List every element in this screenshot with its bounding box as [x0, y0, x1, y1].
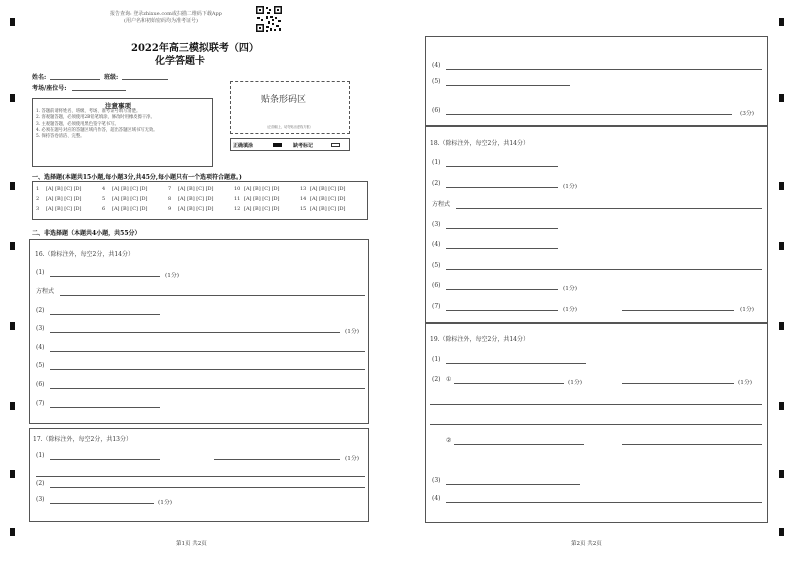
name-input[interactable]: [50, 79, 100, 80]
absent-mark-box[interactable]: [331, 143, 340, 147]
fill-example-label: 正确填涂: [233, 143, 254, 149]
q16-4-answer[interactable]: [50, 351, 365, 352]
registration-mark: [779, 18, 784, 26]
choice-question-number: 8: [168, 196, 172, 202]
registration-mark: [10, 242, 15, 250]
q18-equation-answer[interactable]: [456, 208, 762, 209]
q17-header: 17.（除标注外，每空2分，共13分）: [33, 436, 132, 443]
q17-1-answer-a[interactable]: [50, 459, 160, 460]
q19-2-points-a: (1分): [568, 380, 583, 386]
class-input[interactable]: [122, 79, 168, 80]
choice-question[interactable]: [300, 206, 366, 216]
q19-1-label: (1): [432, 356, 441, 363]
fill-example-mark: [273, 143, 282, 147]
room-seat-input[interactable]: [72, 90, 126, 91]
q16-1-answer[interactable]: [50, 276, 160, 277]
q17-3-answer[interactable]: [50, 503, 154, 504]
choice-options[interactable]: [A] [B] [C] [D]: [178, 186, 214, 192]
choice-question[interactable]: [234, 196, 300, 206]
q19-2-sub1-answer[interactable]: [454, 383, 564, 384]
q18-6-label: (6): [432, 282, 441, 289]
registration-mark: [779, 242, 784, 250]
registration-mark: [779, 322, 784, 330]
q18-answer-box: [425, 126, 768, 323]
q17-4-answer[interactable]: [446, 69, 762, 70]
choice-question-number: 12: [234, 206, 241, 212]
notice-item: 2. 客观题答题，必须使用2B铅笔填涂，修改时用橡皮擦干净。: [36, 115, 155, 121]
choice-question-number: 13: [300, 186, 307, 192]
q17-4-label: (4): [432, 62, 441, 69]
q17-continued-box: [425, 36, 768, 126]
notice-item: 4. 必须在题号对应的答题区域内作答，超出答题区域书写无效。: [36, 127, 158, 133]
choice-question-number: 6: [102, 206, 106, 212]
q18-7-label: (7): [432, 303, 441, 310]
choice-options[interactable]: [A] [B] [C] [D]: [244, 186, 280, 192]
q19-4-label: (4): [432, 495, 441, 502]
card-title: 化学答题卡: [155, 56, 205, 67]
notice-item: 1. 答题前请将姓名、班级、考场、准考证号填写清楚。: [36, 109, 141, 114]
q16-6-answer[interactable]: [50, 388, 365, 389]
q18-1-label: (1): [432, 159, 441, 166]
q16-3-points: (1分): [345, 329, 360, 335]
choice-options[interactable]: [A] [B] [C] [D]: [112, 196, 148, 202]
q18-4-label: (4): [432, 241, 441, 248]
registration-mark: [10, 402, 15, 410]
choice-options[interactable]: [A] [B] [C] [D]: [310, 206, 346, 212]
choice-question-number: 7: [168, 186, 172, 192]
q16-1-points: (1分): [165, 273, 180, 279]
room-seat-label: 考场/座位号:: [32, 85, 67, 92]
q16-2-answer[interactable]: [50, 314, 160, 315]
notice-title: 注意事项: [105, 102, 131, 110]
q18-2-answer[interactable]: [446, 187, 558, 188]
q18-7-points-a: (1分): [563, 307, 578, 313]
q17-5-label: (5): [432, 78, 441, 85]
registration-mark: [10, 528, 15, 536]
q16-2-label: (2): [36, 307, 45, 314]
registration-mark: [10, 94, 15, 102]
notice-item: 3. 主观题答题，必须使用黑色签字笔书写。: [36, 121, 119, 127]
q16-header: 16.（除标注外，每空2分，共14分）: [35, 251, 134, 258]
registration-mark: [10, 322, 15, 330]
q18-3-answer[interactable]: [446, 228, 558, 229]
fill-marks-box: [230, 138, 350, 151]
q18-2-label: (2): [432, 180, 441, 187]
registration-mark: [779, 470, 784, 478]
choice-question[interactable]: [102, 206, 168, 216]
q18-equation-label: 方程式: [432, 201, 451, 208]
choice-question-number: 4: [102, 186, 106, 192]
section2-title: 二、非选择题（本题共4小题，共55分）: [32, 230, 141, 237]
q16-7-label: (7): [36, 400, 45, 407]
choice-row: [36, 186, 366, 196]
qr-code-icon[interactable]: [256, 6, 282, 32]
notice-box: [32, 98, 213, 167]
q18-2-points: (1分): [563, 184, 578, 190]
registration-mark: [779, 182, 784, 190]
barcode-label: 贴条形码区: [261, 95, 307, 105]
q16-equation-label: 方程式: [36, 288, 55, 295]
choice-question[interactable]: [168, 196, 234, 206]
registration-mark: [779, 94, 784, 102]
choice-options[interactable]: [A] [B] [C] [D]: [46, 206, 82, 212]
choice-options[interactable]: [A] [B] [C] [D]: [244, 206, 280, 212]
registration-mark: [10, 182, 15, 190]
choice-question[interactable]: [102, 186, 168, 196]
report-notice-1: 报告查询: 登录zhixue.com或扫描二维码下载App: [110, 11, 222, 17]
barcode-area: [230, 81, 350, 134]
registration-mark: [779, 528, 784, 536]
choice-question-number: 11: [234, 196, 241, 202]
report-notice-2: (用户名和初始密码均为准考证号): [124, 18, 198, 24]
notice-item: 5. 保持答卷清洁、完整。: [36, 134, 85, 140]
q19-1-answer[interactable]: [446, 363, 586, 364]
absent-mark-label: 缺考标记: [293, 143, 314, 149]
choice-options[interactable]: [A] [B] [C] [D]: [178, 196, 214, 202]
q18-6-points: (1分): [563, 286, 578, 292]
q18-7-points-b: (1分): [740, 307, 755, 313]
page-1-footer: 第1页 共2页: [176, 541, 207, 547]
q16-4-label: (4): [36, 344, 45, 351]
q17-3-points: (1分): [158, 500, 173, 506]
page-2-footer: 第2页 共2页: [571, 541, 602, 547]
q17-2-label: (2): [36, 480, 45, 487]
exam-title: 2022年高三模拟联考（四）: [131, 43, 259, 54]
q16-equation-answer[interactable]: [60, 295, 365, 296]
choice-row: [36, 196, 366, 206]
q19-blank-line-2[interactable]: [430, 424, 762, 425]
name-label: 姓名:: [32, 74, 47, 81]
q18-4-answer[interactable]: [446, 248, 558, 249]
choice-question-number: 2: [36, 196, 40, 202]
choice-options[interactable]: [A] [B] [C] [D]: [178, 206, 214, 212]
choice-question-number: 15: [300, 206, 307, 212]
q17-2-answer[interactable]: [50, 487, 365, 488]
q16-7-answer[interactable]: [50, 407, 160, 408]
choice-options[interactable]: [A] [B] [C] [D]: [112, 206, 148, 212]
choice-options[interactable]: [A] [B] [C] [D]: [46, 186, 82, 192]
q18-5-answer[interactable]: [446, 269, 762, 270]
choice-question[interactable]: [168, 186, 234, 196]
q19-4-answer[interactable]: [446, 502, 762, 503]
section1-title: 一、选择题(本题共15小题,每小题3分,共45分,每小题只有一个选项符合题意。): [32, 174, 242, 181]
q16-3-label: (3): [36, 325, 45, 332]
q19-answer-box: [425, 323, 768, 523]
q19-3-label: (3): [432, 477, 441, 484]
choice-row: [36, 206, 366, 216]
choice-question[interactable]: [300, 196, 366, 206]
q18-3-label: (3): [432, 221, 441, 228]
q16-5-label: (5): [36, 362, 45, 369]
q18-header: 18.（除标注外，每空2分，共14分）: [430, 140, 529, 147]
choice-question[interactable]: [234, 186, 300, 196]
choice-question[interactable]: [36, 186, 102, 196]
q19-2-sub2-label: ②: [446, 437, 452, 444]
q19-2-label: (2): [432, 376, 441, 383]
q16-3-answer[interactable]: [50, 332, 340, 333]
q17-3-label: (3): [36, 496, 45, 503]
choice-question-number: 5: [102, 196, 106, 202]
choice-question-number: 3: [36, 206, 40, 212]
q19-2-answer-b[interactable]: [622, 383, 734, 384]
class-label: 班级:: [104, 74, 119, 81]
notice-list: [36, 109, 157, 140]
q19-2-points-b: (1分): [738, 380, 753, 386]
choice-question[interactable]: [36, 196, 102, 206]
q18-5-label: (5): [432, 262, 441, 269]
q17-6-label: (6): [432, 107, 441, 114]
choice-question-number: 14: [300, 196, 307, 202]
q19-blank-line-1[interactable]: [430, 404, 762, 405]
choice-question[interactable]: [300, 186, 366, 196]
q19-2-sub1-label: ①: [446, 376, 452, 383]
q17-6-answer[interactable]: [446, 114, 732, 115]
choice-options[interactable]: [A] [B] [C] [D]: [112, 186, 148, 192]
q16-5-answer[interactable]: [50, 369, 365, 370]
registration-mark: [10, 18, 15, 26]
choice-question[interactable]: [102, 196, 168, 206]
choice-options[interactable]: [A] [B] [C] [D]: [310, 196, 346, 202]
q18-1-answer[interactable]: [446, 166, 558, 167]
choice-question[interactable]: [168, 206, 234, 216]
choice-options[interactable]: [A] [B] [C] [D]: [310, 186, 346, 192]
q18-7-answer-b[interactable]: [622, 310, 734, 311]
choice-question-number: 10: [234, 186, 241, 192]
q17-6-points: (3分): [740, 111, 755, 117]
barcode-hint: （正面朝上，切勿贴出虚线方框）: [265, 125, 313, 129]
q18-6-answer[interactable]: [446, 289, 558, 290]
q17-5-answer[interactable]: [446, 85, 570, 86]
choice-question-number: 9: [168, 206, 172, 212]
choice-rows: [36, 186, 366, 216]
q19-2-sub2-answer-a[interactable]: [454, 444, 584, 445]
q19-3-answer[interactable]: [446, 484, 580, 485]
q16-1-label: (1): [36, 269, 45, 276]
q16-6-label: (6): [36, 381, 45, 388]
q19-header: 19.（除标注外，每空2分，共14分）: [430, 336, 529, 343]
q17-1-label: (1): [36, 452, 45, 459]
q17-1-answer-b[interactable]: [214, 459, 340, 460]
choice-question[interactable]: [234, 206, 300, 216]
registration-mark: [779, 402, 784, 410]
registration-mark: [10, 470, 15, 478]
q19-2-sub2-answer-b[interactable]: [622, 444, 762, 445]
choice-question-number: 1: [36, 186, 40, 192]
q18-7-answer-a[interactable]: [446, 310, 558, 311]
choice-options[interactable]: [A] [B] [C] [D]: [46, 196, 82, 202]
q17-1-points: (1分): [345, 456, 360, 462]
choice-options[interactable]: [A] [B] [C] [D]: [244, 196, 280, 202]
q17-blank-line[interactable]: [36, 476, 365, 477]
choice-question[interactable]: [36, 206, 102, 216]
